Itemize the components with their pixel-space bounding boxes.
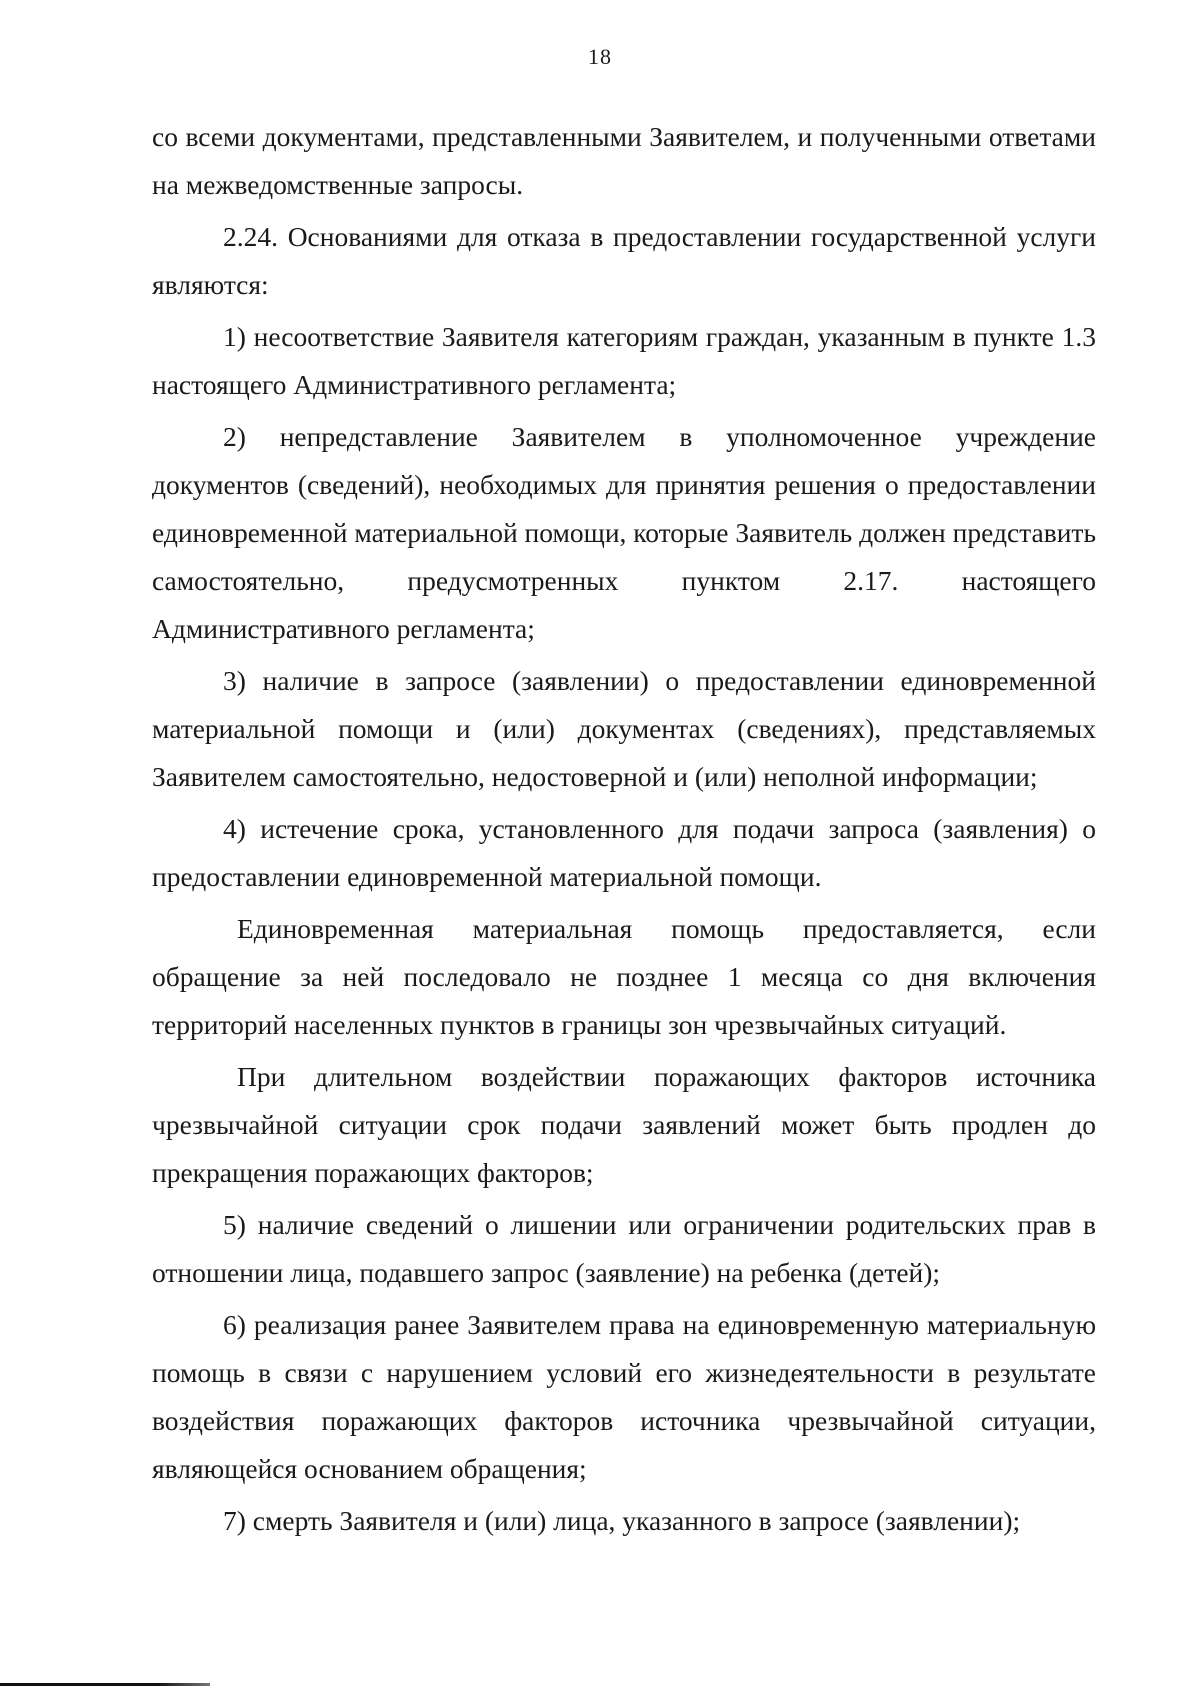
paragraph-extension: При длительном воздействии поражающих факторов источника чрезвычайной ситуации срок подачи заявлений может быть продлен до прекращения поражающих факторов; — [152, 1061, 1096, 1188]
footnote-divider — [0, 1683, 210, 1686]
list-item-7: 7) смерть Заявителя и (или) лица, указанного в запросе (заявлении); — [223, 1505, 1021, 1536]
page-number: 18 — [588, 44, 612, 69]
list-item-1: 1) несоответствие Заявителя категориям граждан, указанным в пункте 1.3 настоящего Административного регламента; — [152, 321, 1096, 400]
list-item-4: 4) истечение срока, установленного для подачи запроса (заявления) о предоставлении единовременной материальной помощи. — [152, 813, 1096, 892]
list-item-5: 5) наличие сведений о лишении или ограничении родительских прав в отношении лица, подавшего запрос (заявление) на ребенка (детей); — [152, 1209, 1096, 1288]
paragraph-2-24: 2.24. Основаниями для отказа в предоставлении государственной услуги являются: — [152, 221, 1096, 300]
list-item-2: 2) непредставление Заявителем в уполномоченное учреждение документов (сведений), необходимых для принятия решения о предоставлении единовременной материальной помощи, которые Заявитель должен представить самостоятельно, предусмотренных пунктом 2.17. настоящего Административного регламента; — [152, 421, 1096, 644]
paragraph-condition: Единовременная материальная помощь предоставляется, если обращение за ней последовало не позднее 1 месяца со дня включения территорий населенных пунктов в границы зон чрезвычайных ситуаций. — [152, 913, 1096, 1040]
list-item-3: 3) наличие в запросе (заявлении) о предоставлении единовременной материальной помощи и (или) документах (сведениях), представляемых Заявителем самостоятельно, недостоверной и (или) неполной информации; — [152, 665, 1096, 792]
document-body — [152, 113, 1096, 1545]
list-item-6: 6) реализация ранее Заявителем права на единовременную материальную помощь в связи с нарушением условий его жизнедеятельности в результате воздействия поражающих факторов источника чрезвычайной ситуации, являющейся основанием обращения; — [152, 1309, 1096, 1484]
paragraph-continuation: со всеми документами, представленными Заявителем, и полученными ответами на межведомственные запросы. — [152, 121, 1096, 200]
